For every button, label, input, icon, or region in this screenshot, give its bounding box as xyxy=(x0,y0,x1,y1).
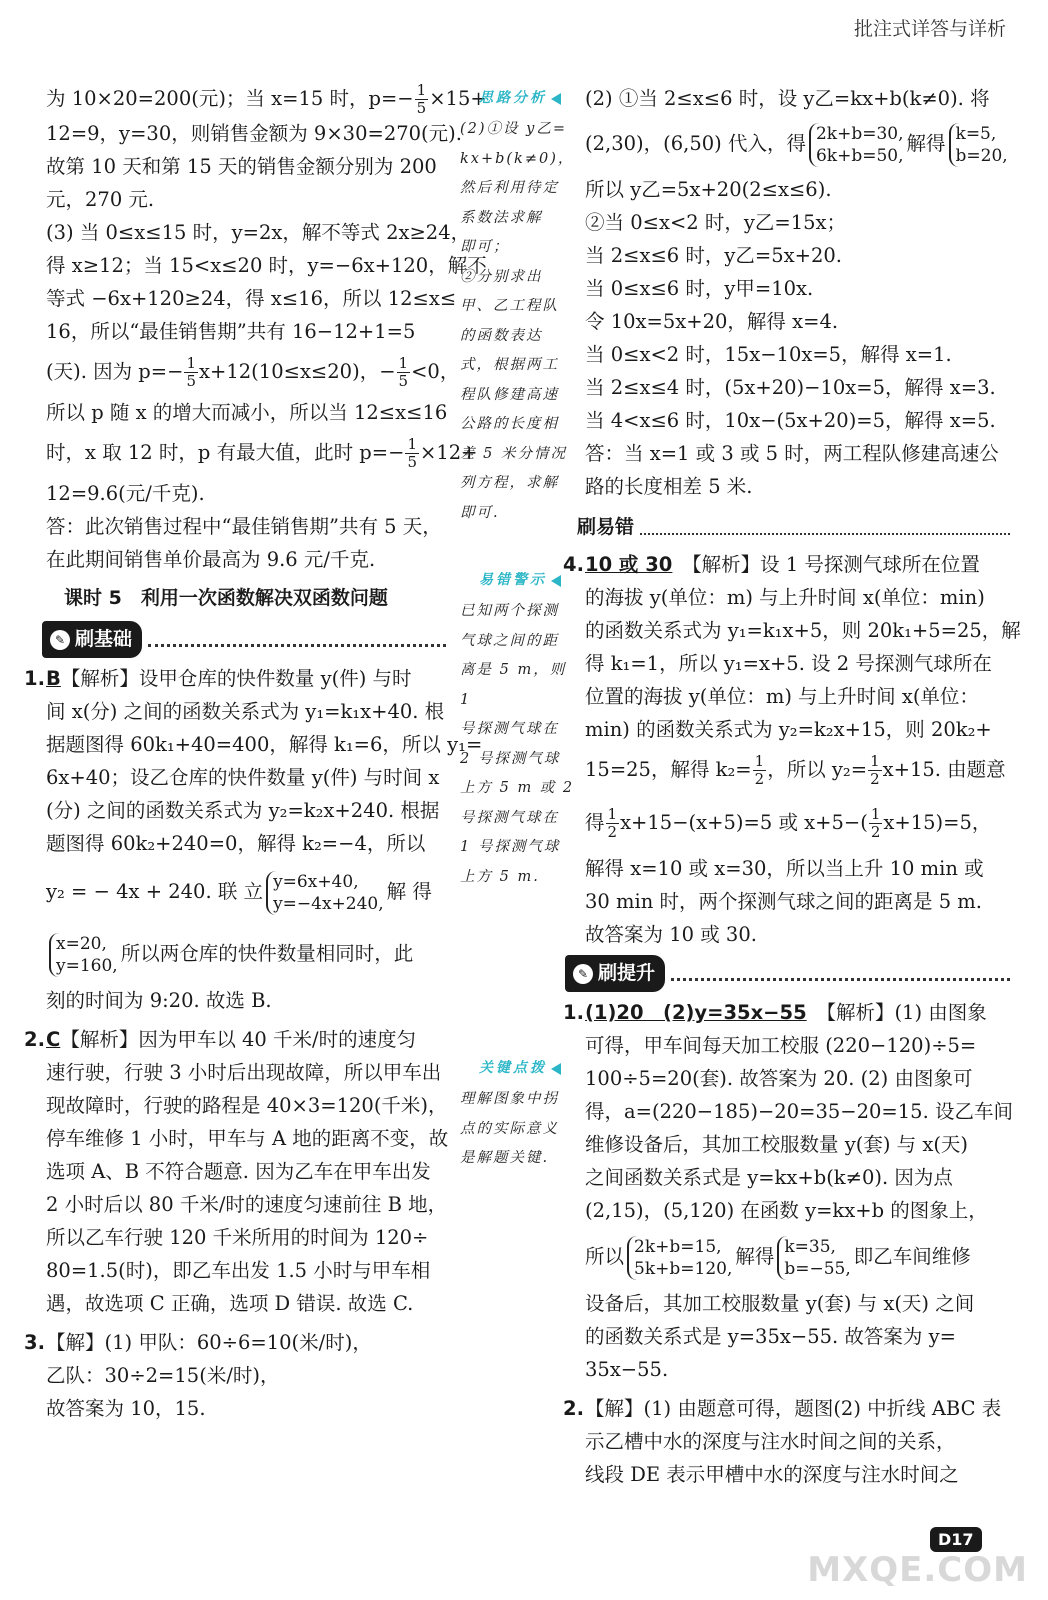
question-1 xyxy=(24,662,483,1017)
text-line: 维修设备后，其加工校服数量 y(套) 与 x(天) xyxy=(585,1133,969,1156)
fraction: $\frac{1}{5}$ xyxy=(416,81,427,117)
note-warning: 已知两个探测 气球之间的距 离是 5 m，则 1 号探测气球在 2 号探测气球 上方 5 m 或 2 号探测气球在 1 号探测气球 上方 5 m. xyxy=(460,603,575,885)
text-line: 所以 2k+b=15, 5k+b=120, 解得 k=35, b=−55, 即乙车间维修 xyxy=(585,1236,971,1279)
text-line: 12=9，y=30，则销售金额为 9×30=270(元). xyxy=(46,122,462,145)
text-line: 故答案为 10，15. xyxy=(46,1397,206,1420)
fraction: $\frac{1}{2}$ xyxy=(607,805,618,841)
text-line: 得 x≥12；当 15<x≤20 时，y=−6x+120，解不 xyxy=(46,254,487,277)
note-title-analysis: 思路分析 xyxy=(460,82,580,115)
pointer-icon xyxy=(551,1063,561,1075)
right-column xyxy=(563,82,1021,1491)
pointer-icon xyxy=(551,575,561,587)
text-line: 2.C【解析】因为甲车以 40 千米/时的速度匀 xyxy=(24,1028,417,1051)
fraction: $\frac{1}{2}$ xyxy=(870,805,881,841)
text-line: 选项 A、B 不符合题意. 因为乙车在甲车出发 xyxy=(46,1160,431,1183)
text-line: (分) 之间的函数关系式为 y₂=k₂x+240. 根据 xyxy=(46,799,440,822)
note-title-warning: 易错警示 xyxy=(460,564,580,597)
text-line: (3) 当 0≤x≤15 时，y=2x，解不等式 2x≥24， xyxy=(46,221,471,244)
text-line: 设备后，其加工校服数量 y(套) 与 x(天) 之间 xyxy=(585,1292,975,1315)
equation-system: x=20, y=160, xyxy=(49,933,118,977)
question-5 xyxy=(563,996,1013,1386)
page-header: 批注式详答与详析 xyxy=(853,18,1006,40)
note-title-key: 关键点拨 xyxy=(460,1052,580,1085)
text-line: 令 10x=5x+20，解得 x=4. xyxy=(585,310,839,333)
text-line: 等式 −6x+120≥24，得 x≤16，所以 12≤x≤ xyxy=(46,287,457,310)
text-line: 1.B【解析】设甲仓库的快件数量 y(件) 与时 xyxy=(24,667,412,690)
section-header-basic xyxy=(42,621,446,658)
left-column xyxy=(24,81,487,1425)
text-line: 当 0≤x≤6 时，y甲=10x. xyxy=(585,277,814,300)
lesson-title: 课时 5 利用一次函数解决双函数问题 xyxy=(64,587,388,609)
badge-icon: ✎ xyxy=(50,630,70,650)
text-line: 得 k₁=1，所以 y₁=x+5. 设 2 号探测气球所在 xyxy=(585,652,992,675)
text-line: 路的长度相差 5 米. xyxy=(585,475,753,498)
note-analysis: (2)①设 y乙= kx+b(k≠0)， 然后利用待定 系数法求解 即可； ②分别求出 甲、乙工程队 的函数表达 式，根据两工 程队修建高速 公路的长度相 差 5 米分情况 列方程，求解 即可. xyxy=(460,121,575,521)
fraction: $\frac{1}{2}$ xyxy=(754,752,765,788)
question-6 xyxy=(563,1392,1010,1491)
badge-icon: ✎ xyxy=(573,964,593,984)
text-line: 速行驶，行驶 3 小时后出现故障，所以甲车出 xyxy=(46,1061,442,1084)
text-line: 当 0≤x<2 时，15x−10x=5，解得 x=1. xyxy=(585,343,952,366)
text-line: 当 2≤x≤6 时，y乙=5x+20. xyxy=(585,244,842,267)
section-header-advanced xyxy=(565,955,1010,992)
fraction: $\frac{1}{5}$ xyxy=(407,435,417,471)
text-line: 所以 y乙=5x+20(2≤x≤6). xyxy=(585,178,832,201)
equation-system: 2k+b=30, 6k+b=50, xyxy=(809,123,904,167)
fraction: $\frac{1}{5}$ xyxy=(398,354,409,390)
text-line: 遇，故选项 C 正确，选项 D 错误. 故选 C. xyxy=(46,1292,414,1315)
page-number: D17 xyxy=(930,1527,982,1552)
text-line: 得 $\frac{1}{2}$ x+15−(x+5)=5 或 x+5−( $\frac{1}{2}$ x+15)=5， xyxy=(585,805,992,841)
text-line: (天). 因为 p=− $\frac{1}{5}$ x+12(10≤x≤20)，− $\frac{1}{5}$ <0， xyxy=(46,354,460,390)
text-line: 为 10×20=200(元)；当 x=15 时，p=− $\frac{1}{5}$ ×15+ xyxy=(46,81,487,117)
notes-column xyxy=(460,82,580,1174)
text-line: 示乙槽中水的深度与注水时间之间的关系， xyxy=(585,1430,956,1453)
question-2 xyxy=(24,1023,449,1320)
text-line: 35x−55. xyxy=(585,1358,669,1381)
text-line: 3.【解】(1) 甲队：60÷6=10(米/时)， xyxy=(24,1331,372,1354)
answer-value: (1)20 (2)y=35x−55 xyxy=(585,1001,807,1024)
text-line: ②当 0≤x<2 时，y乙=15x； xyxy=(585,211,847,234)
text-line: 答：当 x=1 或 3 或 5 时，两工程队修建高速公 xyxy=(585,442,999,465)
text-line: 15=25，解得 k₂= $\frac{1}{2}$ ，所以 y₂= $\frac{1}{2}$ x+15. 由题意 xyxy=(585,752,1006,788)
text-line: 可得，甲车间每天加工校服 (220−120)÷5= xyxy=(585,1034,977,1057)
pointer-icon xyxy=(551,93,561,105)
equation-system: k=35, b=−55, xyxy=(777,1236,850,1280)
dotted-rule xyxy=(148,632,446,647)
text-line: 线段 DE 表示甲槽中水的深度与注水时间之 xyxy=(585,1463,959,1486)
fraction: $\frac{1}{2}$ xyxy=(870,752,880,788)
text-line: min) 的函数关系式为 y₂=k₂x+15，则 20k₂+ xyxy=(585,718,992,741)
text-line: 4.10 或 30 【解析】设 1 号探测气球所在位置 xyxy=(563,553,980,576)
text-line: 在此期间销售单价最高为 9.6 元/千克. xyxy=(46,548,376,571)
text-line: 的海拔 y(单位：m) 与上升时间 x(单位：min) xyxy=(585,586,985,609)
text-line: 2 小时后以 80 千米/时的速度匀速前往 B 地， xyxy=(46,1193,448,1216)
text-line: 所以乙车行驶 120 千米所用的时间为 120÷ xyxy=(46,1226,429,1249)
question-3 xyxy=(24,1326,446,1425)
text-line: 1.(1)20 (2)y=35x−55 【解析】(1) 由图象 xyxy=(563,1001,987,1024)
equation-system: y=6x+40, y=−4x+240, xyxy=(266,871,384,915)
text-line: 的函数关系式是 y=35x−55. 故答案为 y= xyxy=(585,1325,956,1348)
note-key: 理解图象中拐 点的实际意义 是解题关键. xyxy=(460,1091,559,1166)
text-line: 100÷5=20(套). 故答案为 20. (2) 由图象可 xyxy=(585,1067,973,1090)
text-line: 刻的时间为 9:20. 故选 B. xyxy=(46,989,272,1012)
text-line: 30 min 时，两个探测气球之间的距离是 5 m. xyxy=(585,890,982,913)
text-line: 乙队：30÷2=15(米/时)， xyxy=(46,1364,280,1387)
text-line: (2) ①当 2≤x≤6 时，设 y乙=kx+b(k≠0). 将 xyxy=(585,87,990,110)
text-line: (2,15)，(5,120) 在函数 y=kx+b 的图象上， xyxy=(585,1199,988,1222)
text-line: 据题图得 60k₁+40=400，解得 k₁=6，所以 y₁= xyxy=(46,733,483,756)
text-line: 所以 p 随 x 的增大而减小，所以当 12≤x≤16 xyxy=(46,401,448,424)
text-line: 现故障时，行驶的路程是 40×3=120(千米)， xyxy=(46,1094,448,1117)
text-line: 之间函数关系式是 y=kx+b(k≠0). 因为点 xyxy=(585,1166,953,1189)
text-line: 12=9.6(元/千克). xyxy=(46,482,205,505)
text-line: 位置的海拔 y(单位：m) 与上升时间 x(单位： xyxy=(585,685,979,708)
dotted-rule xyxy=(671,966,1010,981)
text-line: y₂ = − 4x + 240. 联 立 y=6x+40, y=−4x+240, 解 得 xyxy=(46,871,432,914)
text-line: 故第 10 天和第 15 天的销售金额分别为 200 xyxy=(46,155,437,178)
text-line: 元，270 元. xyxy=(46,188,155,211)
dotted-rule xyxy=(640,521,1010,535)
equation-system: k=5, b=20, xyxy=(949,123,1008,167)
fraction: $\frac{1}{5}$ xyxy=(186,354,197,390)
text-line: 的函数关系式为 y₁=k₁x+5，则 20k₁+5=25，解 xyxy=(585,619,1021,642)
section-badge: ✎ 刷基础 xyxy=(42,621,142,658)
text-line: 答：此次销售过程中“最佳销售期”共有 5 天， xyxy=(46,515,442,538)
equation-system: 2k+b=15, 5k+b=120, xyxy=(627,1236,732,1280)
text-line: 得，a=(220−185)−20=35−20=15. 设乙车间 xyxy=(585,1100,1013,1123)
text-line: 2.【解】(1) 由题意可得，题图(2) 中折线 ABC 表 xyxy=(563,1397,1002,1420)
text-line: 6x+40；设乙仓库的快件数量 y(件) 与时间 x xyxy=(46,766,440,789)
text-line: 时，x 取 12 时，p 有最大值，此时 p=− $\frac{1}{5}$ ×12+ xyxy=(46,435,478,471)
answer-value: 10 或 30 xyxy=(585,553,673,576)
answer-choice: B xyxy=(46,667,61,690)
text-line: 解得 x=10 或 x=30，所以当上升 10 min 或 xyxy=(585,857,984,880)
text-line: 停车维修 1 小时，甲车与 A 地的距离不变，故 xyxy=(46,1127,449,1150)
text-line: (2,30)，(6,50) 代入，得 2k+b=30, 6k+b=50, 解得 k=5, b=20, xyxy=(585,123,1008,166)
text-line: 当 2≤x≤4 时，(5x+20)−10x=5，解得 x=3. xyxy=(585,376,996,399)
watermark-logo: MXQE.COM xyxy=(807,1550,1028,1590)
section-header-errors: 刷易错 xyxy=(577,511,1010,544)
question-4 xyxy=(563,548,1021,951)
text-line: 题图得 60k₂+240=0，解得 k₂=−4，所以 xyxy=(46,832,426,855)
text-line: 80=1.5(时)，即乙车出发 1.5 小时与甲车相 xyxy=(46,1259,431,1282)
answer-choice: C xyxy=(46,1028,61,1051)
text-line: 当 4<x≤6 时，10x−(5x+20)=5，解得 x=5. xyxy=(585,409,996,432)
text-line: 16，所以“最佳销售期”共有 16−12+1=5 xyxy=(46,320,416,343)
text-line: 间 x(分) 之间的函数关系式为 y₁=k₁x+40. 根 xyxy=(46,700,445,723)
text-line: x=20, y=160, 所以两仓库的快件数量相同时，此 xyxy=(46,924,446,984)
section-badge: ✎ 刷提升 xyxy=(565,955,665,992)
text-line: 故答案为 10 或 30. xyxy=(585,923,757,946)
